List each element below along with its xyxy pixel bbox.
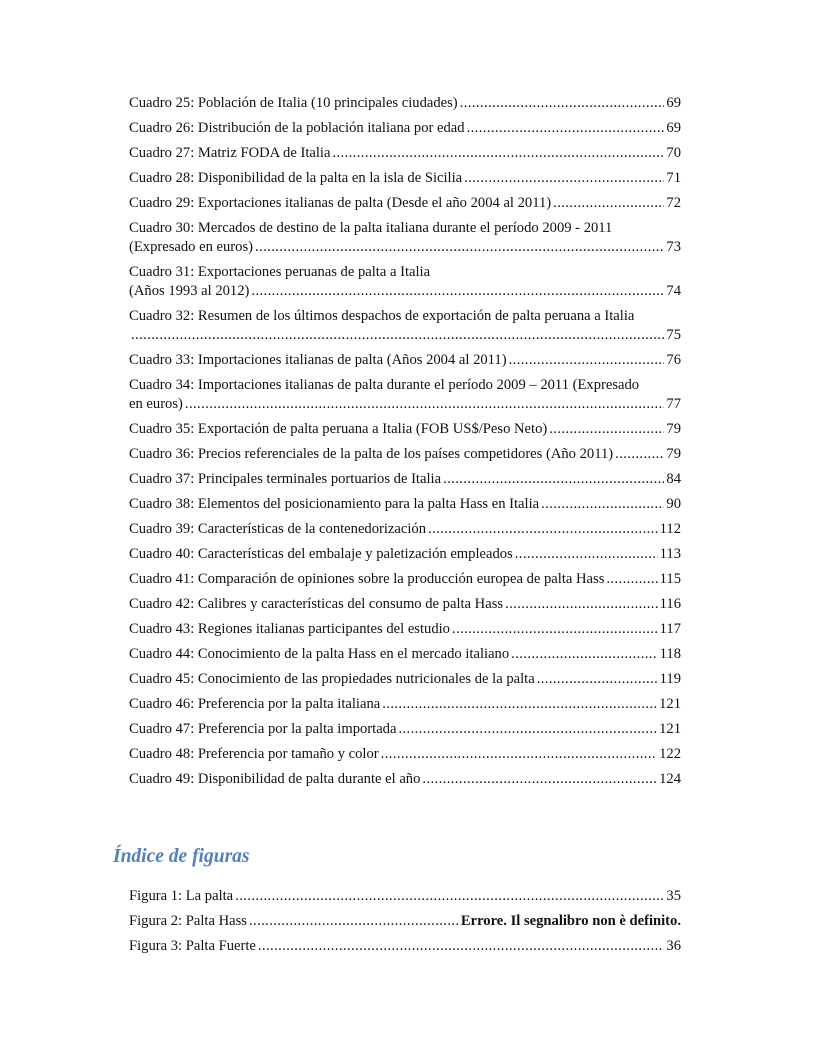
entry-label: (Años 1993 al 2012) xyxy=(129,283,250,299)
entry-row xyxy=(129,94,681,113)
entry-row xyxy=(129,495,681,514)
dot-leader xyxy=(382,695,657,714)
entry-row xyxy=(129,470,681,489)
entry-label: Figura 2: Palta Hass xyxy=(129,913,247,929)
entry-label: (Expresado en euros) xyxy=(129,239,253,255)
dot-leader xyxy=(467,119,665,138)
entry-row xyxy=(129,912,681,931)
page-number: 90 xyxy=(666,496,681,512)
entry-row xyxy=(129,445,681,464)
entry-row xyxy=(129,670,681,689)
entry-label: Cuadro 25: Población de Italia (10 principales ciudades) xyxy=(129,95,458,111)
entry-row xyxy=(129,720,681,739)
entry-row xyxy=(129,745,681,764)
table-index-entry[interactable] xyxy=(129,119,681,138)
entry-label: Cuadro 40: Características del embalaje y paletización empleados xyxy=(129,546,513,562)
entry-row xyxy=(129,620,681,639)
page-number: 79 xyxy=(666,421,681,437)
page-number: 73 xyxy=(666,239,681,255)
dot-leader xyxy=(606,570,657,589)
page-number: 76 xyxy=(666,352,681,368)
entry-label: Cuadro 28: Disponibilidad de la palta en la isla de Sicilia xyxy=(129,170,463,186)
dot-leader xyxy=(549,420,664,439)
page-number: 72 xyxy=(666,195,681,211)
dot-leader xyxy=(615,445,664,464)
dot-leader xyxy=(511,645,658,664)
entry-label: Cuadro 45: Conocimiento de las propiedades nutricionales de la palta xyxy=(129,671,535,687)
table-index-entry[interactable] xyxy=(129,645,681,664)
table-index-entry[interactable] xyxy=(129,263,681,301)
dot-leader xyxy=(541,495,664,514)
table-index-entry[interactable] xyxy=(129,169,681,188)
entry-row xyxy=(129,119,681,138)
page-number: 77 xyxy=(666,396,681,412)
entry-label: Cuadro 27: Matriz FODA de Italia xyxy=(129,145,331,161)
tables-index-list xyxy=(129,94,681,795)
dot-leader xyxy=(553,194,664,213)
entry-row xyxy=(129,595,681,614)
dot-leader xyxy=(509,351,665,370)
entry-row xyxy=(129,420,681,439)
figure-index-entry[interactable] xyxy=(129,912,681,931)
entry-title-line: Cuadro 32: Resumen de los últimos despachos de exportación de palta peruana a Italia xyxy=(129,308,635,324)
entry-label: Cuadro 49: Disponibilidad de palta durante el año xyxy=(129,771,421,787)
entry-row xyxy=(129,570,681,589)
table-index-entry[interactable] xyxy=(129,420,681,439)
table-index-entry[interactable] xyxy=(129,620,681,639)
table-index-entry[interactable] xyxy=(129,194,681,213)
entry-row xyxy=(129,887,681,906)
entry-label: Cuadro 43: Regiones italianas participantes del estudio xyxy=(129,621,450,637)
table-index-entry[interactable] xyxy=(129,94,681,113)
dot-leader xyxy=(131,326,664,345)
table-index-entry[interactable] xyxy=(129,520,681,539)
page-number: 118 xyxy=(659,646,681,662)
table-index-entry[interactable] xyxy=(129,307,681,345)
entry-label: Cuadro 26: Distribución de la población italiana por edad xyxy=(129,120,465,136)
page-number: 75 xyxy=(666,327,681,343)
table-index-entry[interactable] xyxy=(129,219,681,257)
page-number: 71 xyxy=(666,170,681,186)
dot-leader xyxy=(537,670,658,689)
dot-leader xyxy=(398,720,657,739)
dot-leader xyxy=(460,94,665,113)
dot-leader xyxy=(452,620,658,639)
entry-label: Figura 3: Palta Fuerte xyxy=(129,938,256,954)
table-index-entry[interactable] xyxy=(129,720,681,739)
page-number: 69 xyxy=(666,120,681,136)
entry-label: Cuadro 48: Preferencia por tamaño y color xyxy=(129,746,379,762)
entry-title-line: Cuadro 30: Mercados de destino de la palta italiana durante el período 2009 - 2011 xyxy=(129,220,613,236)
dot-leader xyxy=(332,144,664,163)
page-number: 116 xyxy=(659,596,681,612)
dot-leader xyxy=(422,770,657,789)
table-index-entry[interactable] xyxy=(129,445,681,464)
table-index-entry[interactable] xyxy=(129,470,681,489)
dot-leader xyxy=(443,470,664,489)
dot-leader xyxy=(185,395,665,414)
entry-label: Cuadro 42: Calibres y características del consumo de palta Hass xyxy=(129,596,504,612)
entry-title-line: Cuadro 31: Exportaciones peruanas de palta a Italia xyxy=(129,264,431,280)
dot-leader xyxy=(464,169,664,188)
entry-label: Cuadro 47: Preferencia por la palta importada xyxy=(129,721,397,737)
page-number: 121 xyxy=(659,696,681,712)
entry-row xyxy=(129,695,681,714)
entry-label: Figura 1: La palta xyxy=(129,888,234,904)
entry-row xyxy=(129,282,681,301)
entry-row xyxy=(129,395,681,414)
page-number: 113 xyxy=(659,546,681,562)
page-number: 121 xyxy=(659,721,681,737)
bookmark-error-text: Errore. Il segnalibro non è definito. xyxy=(460,913,681,929)
page-number: 74 xyxy=(666,283,681,299)
dot-leader xyxy=(249,912,459,931)
dot-leader xyxy=(428,520,658,539)
table-index-entry[interactable] xyxy=(129,595,681,614)
table-index-entry[interactable] xyxy=(129,495,681,514)
entry-label: Cuadro 46: Preferencia por la palta italiana xyxy=(129,696,381,712)
entry-row xyxy=(129,238,681,257)
page-number: 122 xyxy=(659,746,681,762)
entry-label: Cuadro 38: Elementos del posicionamiento para la palta Hass en Italia xyxy=(129,496,540,512)
dot-leader xyxy=(381,745,657,764)
table-index-entry[interactable] xyxy=(129,695,681,714)
page-number: 115 xyxy=(659,571,681,587)
entry-label: en euros) xyxy=(129,396,183,412)
dot-leader xyxy=(505,595,658,614)
page-number: 112 xyxy=(659,521,681,537)
entry-row xyxy=(129,645,681,664)
dot-leader xyxy=(251,282,664,301)
dot-leader xyxy=(235,887,664,906)
page-number: 36 xyxy=(666,938,681,954)
page-number: 70 xyxy=(666,145,681,161)
table-index-entry[interactable] xyxy=(129,570,681,589)
table-index-entry[interactable] xyxy=(129,376,681,414)
entry-label: Cuadro 39: Características de la contenedorización xyxy=(129,521,427,537)
entry-row xyxy=(129,545,681,564)
page-number: 84 xyxy=(666,471,681,487)
entry-label: Cuadro 35: Exportación de palta peruana a Italia (FOB US$/Peso Neto) xyxy=(129,421,548,437)
table-index-entry[interactable] xyxy=(129,351,681,370)
table-index-entry[interactable] xyxy=(129,770,681,789)
entry-label: Cuadro 33: Importaciones italianas de palta (Años 2004 al 2011) xyxy=(129,352,507,368)
entry-title-line: Cuadro 34: Importaciones italianas de palta durante el período 2009 – 2011 (Expresado xyxy=(129,377,640,393)
page-number: 124 xyxy=(659,771,681,787)
entry-label: Cuadro 44: Conocimiento de la palta Hass en el mercado italiano xyxy=(129,646,510,662)
page-number: 69 xyxy=(666,95,681,111)
entry-row xyxy=(129,169,681,188)
entry-row xyxy=(129,937,681,956)
entry-label: Cuadro 36: Precios referenciales de la palta de los países competidores (Año 2011) xyxy=(129,446,614,462)
figures-index-heading: Índice de figuras xyxy=(113,846,250,867)
entry-row xyxy=(129,326,681,345)
figures-index-list xyxy=(129,887,681,962)
dot-leader xyxy=(515,545,658,564)
entry-row xyxy=(129,194,681,213)
page-number: 119 xyxy=(659,671,681,687)
figure-index-entry[interactable] xyxy=(129,937,681,956)
table-index-entry[interactable] xyxy=(129,670,681,689)
page-number: 79 xyxy=(666,446,681,462)
entry-row xyxy=(129,144,681,163)
entry-row xyxy=(129,351,681,370)
table-index-entry[interactable] xyxy=(129,144,681,163)
entry-row xyxy=(129,520,681,539)
page-number: 35 xyxy=(666,888,681,904)
figure-index-entry[interactable] xyxy=(129,887,681,906)
entry-label: Cuadro 29: Exportaciones italianas de palta (Desde el año 2004 al 2011) xyxy=(129,195,552,211)
entry-row xyxy=(129,770,681,789)
entry-label: Cuadro 41: Comparación de opiniones sobre la producción europea de palta Hass xyxy=(129,571,605,587)
entry-label: Cuadro 37: Principales terminales portuarios de Italia xyxy=(129,471,442,487)
dot-leader xyxy=(255,238,664,257)
table-index-entry[interactable] xyxy=(129,745,681,764)
table-index-entry[interactable] xyxy=(129,545,681,564)
dot-leader xyxy=(258,937,665,956)
page-number: 117 xyxy=(659,621,681,637)
